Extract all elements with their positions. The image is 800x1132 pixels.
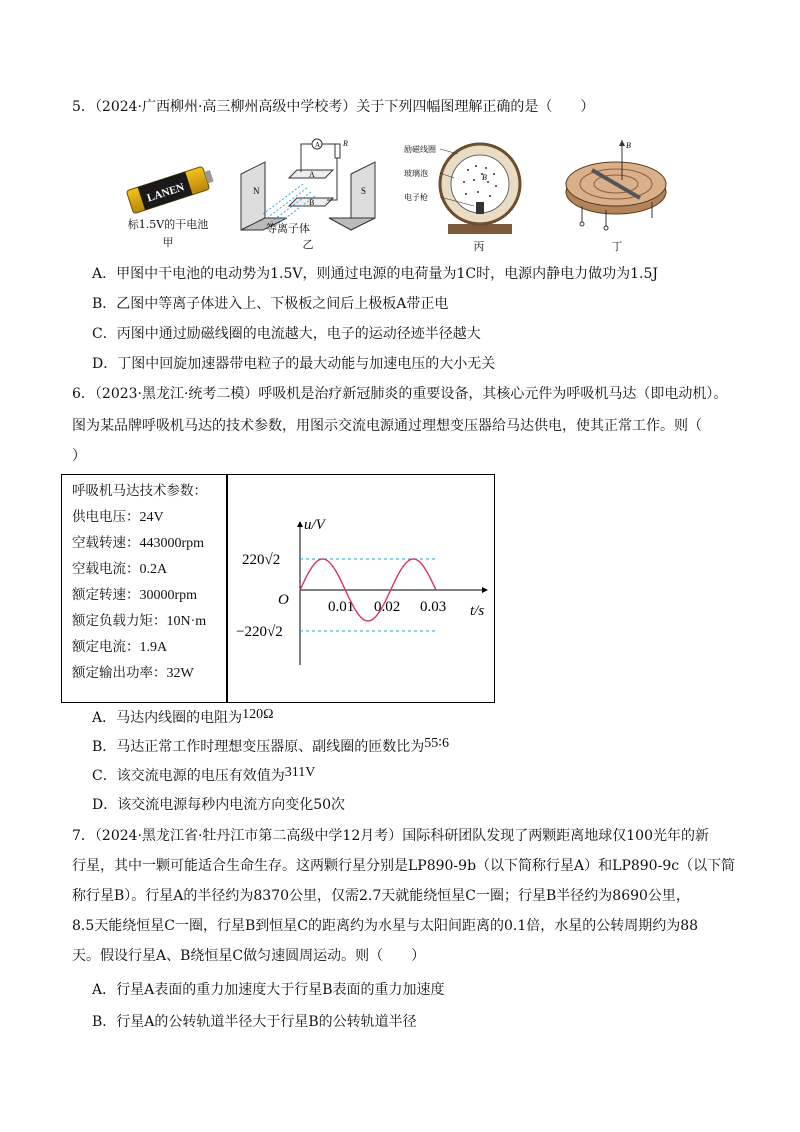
x-tick-label: 0.03	[420, 599, 447, 615]
motor-spec-table	[61, 474, 495, 703]
plate-a-label: A	[309, 170, 315, 179]
x-axis-label: t/s	[470, 603, 485, 619]
cyclotron-illustration	[562, 140, 672, 236]
electron-tube-illustration	[404, 140, 524, 236]
battery-caption: 标1.5V的干电池	[127, 218, 209, 231]
spec-row: 额定负载力矩：10N·m	[72, 613, 207, 629]
q5-option-d: D．丁图中回旋加速器带电粒子的最大动能与加速电压的大小无关	[92, 356, 496, 372]
figure-label-jia: 甲	[162, 236, 174, 249]
plate-b-label: B	[309, 198, 315, 207]
spec-row: 额定转速：30000rpm	[72, 587, 198, 603]
table-divider	[226, 475, 228, 702]
y-axis-label: u/V	[304, 517, 325, 533]
q5-option-c: C．丙图中通过励磁线圈的电流越大，电子的运动径迹半径越大	[92, 326, 481, 342]
spec-row: 供电电压：24V	[72, 509, 164, 525]
battery-illustration	[118, 160, 218, 220]
figure-label-bing: 丙	[473, 240, 485, 253]
figure-ding	[562, 140, 672, 253]
q5-option-b: B．乙图中等离子体进入上、下极板之间后上极板A带正电	[92, 296, 449, 312]
gun-label: 电子枪	[404, 193, 428, 202]
q7-stem-line-4: 8.5天能绕恒星C一圈，行星B到恒星C的距离约为水星与太阳间距离的0.1倍，水星的公转周期约为88	[72, 918, 699, 934]
spec-title: 呼吸机马达技术参数：	[72, 483, 207, 499]
q7-stem-line-1: 7．（2024·黑龙江省·牡丹江市第二高级中学12月考）国际科研团队发现了两颗距离地球仅100光年的新	[72, 828, 709, 844]
plasma-caption: 等离子体	[266, 222, 310, 235]
bulb-label: 玻璃泡	[404, 169, 428, 178]
pole-s-label: S	[361, 186, 367, 196]
q5-stem: 5．（2024·广西柳州·高三柳州高级中学校考）关于下列四幅图理解正确的是（ ）	[72, 99, 595, 115]
spec-row: 空载电流：0.2A	[72, 561, 168, 577]
spec-row: 空载转速：443000rpm	[72, 535, 205, 551]
q7-stem-line-2: 行星，其中一颗可能适合生命生存。这两颗行星分别是LP890-9b（以下简称行星A）和LP890-9c（以下简	[72, 858, 736, 874]
q7-option-a: A．行星A表面的重力加速度大于行星B表面的重力加速度	[92, 982, 445, 998]
q7-stem-line-3: 称行星B）。行星A的半径约为8370公里，仅需2.7天就能绕恒星C一圈；行星B半径约为8690公里，	[72, 888, 690, 904]
figure-label-ding: 丁	[611, 240, 623, 253]
x-tick-label: 0.01	[328, 599, 355, 615]
q6-stem-line-1: 6．（2023·黑龙江·统考二模）呼吸机是治疗新冠肺炎的重要设备，其核心元件为呼吸机马达（即电动机）。	[72, 386, 728, 402]
q7-stem-line-5: 天。假设行星A、B绕恒星C做匀速圆周运动。则（ ）	[72, 948, 426, 964]
ammeter-label: A	[315, 141, 321, 149]
q7-option-b: B．行星A的公转轨道半径大于行星B的公转轨道半径	[92, 1014, 417, 1030]
coil-label: 励磁线圈	[404, 145, 436, 154]
q5-option-a: A．甲图中干电池的电动势为1.5V，则通过电源的电荷量为1C时，电源内静电力做功为1.5J	[92, 266, 658, 282]
q6-option-d: D．该交流电源每秒内电流方向变化50次	[92, 797, 346, 813]
y-max-label: 220√2	[242, 552, 281, 568]
q6-option-a: A．马达内线圈的电阻为120Ω	[92, 707, 274, 726]
q6-option-c: C．该交流电源的电压有效值为311V	[92, 765, 316, 784]
figure-label-yi: 乙	[302, 238, 314, 251]
field-b-label: B	[482, 173, 487, 182]
battery-brand: LANEN	[145, 181, 186, 205]
ding-field-label: B	[626, 141, 631, 150]
figure-yi	[233, 134, 383, 250]
spec-row: 额定电流：1.9A	[72, 639, 168, 655]
figure-bing	[404, 140, 524, 253]
q6-option-b: B．马达正常工作时理想变压器原、副线圈的匝数比为55∶6	[92, 736, 449, 755]
pole-n-label: N	[253, 186, 260, 196]
q6-stem-line-3: ）	[72, 448, 86, 464]
q6-stem-line-2: 图为某品牌呼吸机马达的技术参数，用图示交流电源通过理想变压器给马达供电，使其正常工作。则（	[72, 418, 702, 434]
voltage-time-graph	[230, 505, 492, 680]
spec-row: 额定输出功率：32W	[72, 665, 194, 681]
resistor-label: R	[343, 139, 348, 148]
x-tick-label: 0.02	[374, 599, 401, 615]
y-min-label: −220√2	[236, 624, 283, 640]
figure-jia	[118, 160, 218, 250]
origin-label: O	[278, 592, 289, 608]
